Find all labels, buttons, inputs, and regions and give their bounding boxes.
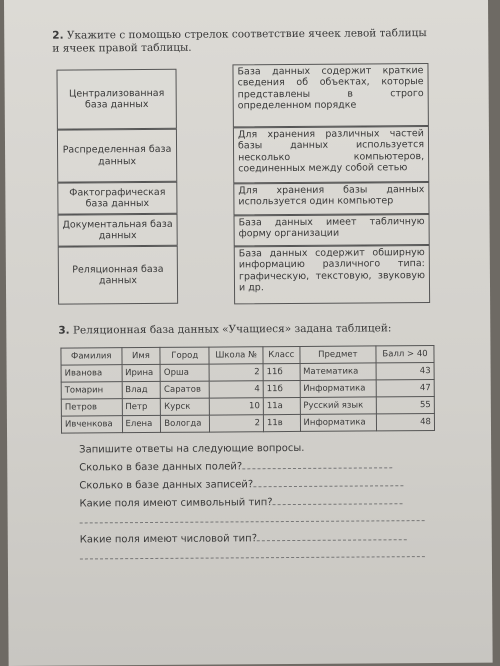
right-cell-centralized-desc: Для хранения базы данных используется один компьютер xyxy=(233,182,429,215)
col-header: Балл > 40 xyxy=(376,346,434,363)
left-cell-centralized: Централизованная база данных xyxy=(56,69,176,130)
table-cell: Ивченкова xyxy=(61,416,122,433)
table-cell: Орша xyxy=(160,364,209,381)
question-4: Какие поля имеют числовой тип? xyxy=(80,532,407,545)
right-cell-distributed-desc: Для хранения различных частей базы данных используется несколько компьютеров, соединенных между собой сетью xyxy=(233,126,429,183)
table-cell: 47 xyxy=(376,380,434,397)
answer-line-1[interactable] xyxy=(242,467,392,469)
table-cell: 4 xyxy=(209,381,263,398)
table-row xyxy=(61,414,434,434)
task-3-text: Реляционная база данных «Учащиеся» задана таблицей: xyxy=(72,322,392,337)
col-header: Город xyxy=(160,347,209,364)
task-2 xyxy=(52,27,427,56)
table-cell: Иванова xyxy=(61,365,122,382)
answer-line-4[interactable] xyxy=(257,539,407,541)
question-2: Сколько в базе данных записей? xyxy=(79,478,403,491)
task-2-text: Укажите с помощью стрелок соответствие ячеек левой таблицы и ячеек правой таблицы. xyxy=(52,27,427,55)
table-cell: Ирина xyxy=(122,364,161,381)
table-cell: Информатика xyxy=(300,414,377,432)
table-cell: Математика xyxy=(300,363,377,381)
right-cell-relational-desc: База данных имеет табличную форму организации xyxy=(234,214,430,246)
answer-line-2[interactable] xyxy=(253,485,403,487)
right-cell-documentary-desc: База данных содержит обширную информацию различного типа: графическую, текстовую, звуковую и др. xyxy=(234,245,430,304)
table-cell: Информатика xyxy=(300,380,377,398)
table-cell: 48 xyxy=(377,414,435,431)
question-1: Сколько в базе данных полей? xyxy=(79,460,392,473)
answer-line-3b[interactable] xyxy=(80,520,425,523)
task-2-number: 2. xyxy=(52,29,64,42)
table-cell: Вологда xyxy=(161,415,210,432)
table-cell: Петр xyxy=(122,398,161,415)
table-cell: 2 xyxy=(209,364,263,381)
col-header: Фамилия xyxy=(61,348,122,365)
col-header: Предмет xyxy=(299,346,376,364)
table-cell: 11в xyxy=(263,414,300,431)
left-cell-factographic: Фактографическая база данных xyxy=(57,182,177,215)
right-cell-factographic-desc: База данных содержит краткие сведения об объектах, которые представлены в строго определенном порядке xyxy=(232,63,428,127)
task-3 xyxy=(58,322,438,338)
table-cell: Томарин xyxy=(61,382,122,399)
table-cell: 2 xyxy=(210,415,264,432)
table-cell: 11а xyxy=(263,397,300,414)
table-cell: Курск xyxy=(161,398,210,415)
table-cell: 55 xyxy=(376,397,434,414)
left-cell-distributed: Распределенная база данных xyxy=(57,129,177,183)
task-3-number: 3. xyxy=(58,324,70,337)
table-cell: 11б xyxy=(263,363,300,380)
col-header: Имя xyxy=(121,347,160,364)
workbook-page xyxy=(4,0,493,666)
table-cell: Саратов xyxy=(160,381,209,398)
answer-line-3[interactable] xyxy=(273,503,403,505)
answer-line-4b[interactable] xyxy=(80,556,425,559)
table-cell: Русский язык xyxy=(300,397,377,415)
table-cell: Петров xyxy=(61,399,122,416)
students-table xyxy=(60,345,435,434)
left-cell-relational: Реляционная база данных xyxy=(58,246,178,305)
table-cell: 43 xyxy=(376,363,434,380)
table-cell: 10 xyxy=(210,398,264,415)
questions-intro: Запишите ответы на следующие вопросы. xyxy=(79,442,305,456)
col-header: Класс xyxy=(263,346,300,363)
table-cell: 11б xyxy=(263,380,300,397)
question-3: Какие поля имеют символьный тип? xyxy=(79,496,402,509)
left-cell-documentary: Документальная база данных xyxy=(57,214,177,247)
table-cell: Елена xyxy=(122,415,161,432)
table-cell: Влад xyxy=(122,381,161,398)
col-header: Школа № xyxy=(209,347,263,364)
